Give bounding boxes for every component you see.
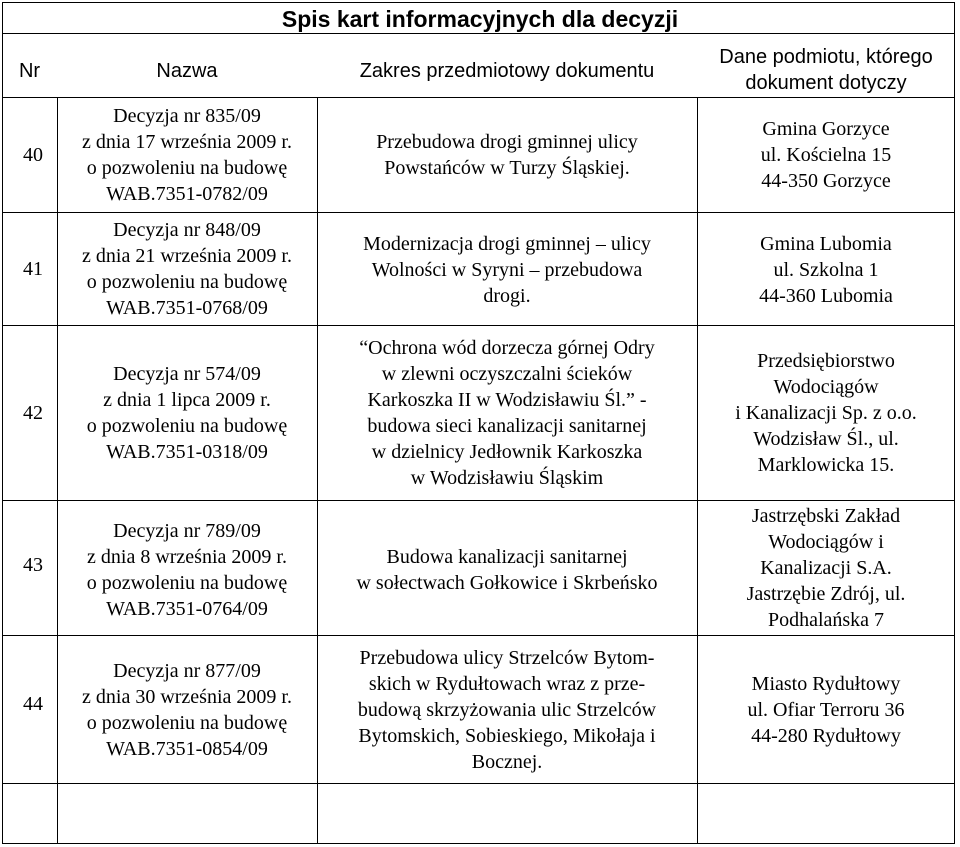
row-nazwa [57, 646, 317, 774]
zakres-line: budowa sieci kanalizacji sanitarnej [367, 415, 647, 437]
zakres-line: w Wodzisławiu Śląskim [410, 467, 604, 489]
dane-line: Jastrzębie Zdrój, ul. [746, 582, 906, 605]
zakres-line: Wolności w Syryni – przebudowa [371, 258, 643, 281]
row-zakres [317, 326, 697, 500]
row-number: 44 [23, 693, 43, 715]
dane-line: 44-280 Rydułtowy [751, 725, 901, 747]
zakres-line: skich w Rydułtowach wraz z prze- [368, 672, 646, 695]
zakres-line: Karkoszka II w Wodzisławiu Śl.” - [367, 389, 647, 411]
row-nazwa [57, 326, 317, 500]
row-dane [697, 98, 955, 212]
zakres-line: w zlewni oczyszczalni ścieków [381, 363, 633, 385]
nazwa-line: WAB.7351-0764/09 [106, 598, 268, 620]
dane-line: Marklowicka 15. [757, 454, 895, 476]
row-dane [697, 646, 955, 774]
row-nazwa [57, 98, 317, 212]
zakres-line: w dzielnicy Jedłownik Karkoszka [371, 441, 643, 463]
row-zakres [317, 98, 697, 212]
row-number: 42 [23, 402, 43, 424]
row-nazwa [57, 212, 317, 325]
zakres-line: Modernizacja drogi gminnej – ulicy [363, 232, 651, 255]
nazwa-line: WAB.7351-0768/09 [106, 296, 268, 319]
nazwa-line: z dnia 17 września 2009 r. [82, 131, 292, 153]
dane-line: Kanalizacji S.A. [760, 556, 892, 579]
header-nazwa: Nazwa [156, 60, 218, 82]
row-rule [2, 783, 955, 784]
nazwa-line: o pozwoleniu na budowę [86, 415, 288, 437]
dane-line: Gmina Gorzyce [762, 118, 890, 140]
zakres-line: Powstańców w Turzy Śląskiej. [384, 157, 630, 179]
nazwa-line: o pozwoleniu na budowę [86, 712, 288, 734]
zakres-line: drogi. [483, 284, 531, 307]
nazwa-line: WAB.7351-0318/09 [106, 441, 268, 463]
dane-line: Wodociągów [773, 376, 879, 398]
zakres-line: Bocznej. [471, 750, 543, 773]
row-zakres [317, 506, 697, 634]
row-number: 43 [23, 554, 43, 576]
dane-line: Wodociągów i [768, 530, 884, 553]
zakres-line: budową skrzyżowania ulic Strzelców [357, 698, 657, 721]
zakres-line: Budowa kanalizacji sanitarnej [386, 546, 628, 568]
row-dane [697, 218, 955, 321]
nazwa-line: o pozwoleniu na budowę [86, 157, 288, 179]
nazwa-line: WAB.7351-0854/09 [106, 738, 268, 760]
header-nr: Nr [18, 60, 41, 82]
page-title: Spis kart informacyjnych dla decyzji [281, 6, 679, 32]
nazwa-line: z dnia 1 lipca 2009 r. [103, 389, 271, 411]
row-dane [697, 500, 955, 635]
nazwa-line: o pozwoleniu na budowę [86, 572, 288, 594]
title-rule [2, 33, 955, 34]
zakres-line: w sołectwach Gołkowice i Skrbeńsko [356, 572, 658, 594]
header-zakres: Zakres przedmiotowy dokumentu [359, 60, 655, 82]
zakres-line: “Ochrona wód dorzecza górnej Odry [359, 337, 655, 359]
row-nazwa [57, 506, 317, 634]
dane-line: Gmina Lubomia [760, 232, 892, 255]
dane-line: Jastrzębski Zakład [751, 504, 901, 527]
dane-line: ul. Ofiar Terroru 36 [747, 699, 905, 721]
nazwa-line: z dnia 21 września 2009 r. [82, 244, 292, 267]
zakres-line: Bytomskich, Sobieskiego, Mikołaja i [358, 724, 656, 747]
header-dane: Dane podmiotu, którego dokument dotyczy [719, 46, 933, 94]
dane-line: Podhalańska 7 [767, 608, 885, 631]
dane-line: Wodzisław Śl., ul. [753, 428, 899, 450]
nazwa-line: z dnia 30 września 2009 r. [82, 686, 292, 708]
nazwa-line: Decyzja nr 848/09 [113, 218, 261, 241]
row-number: 40 [23, 144, 43, 166]
row-number: 41 [23, 258, 43, 280]
nazwa-line: z dnia 8 września 2009 r. [87, 546, 287, 568]
dane-line: i Kanalizacji Sp. z o.o. [735, 402, 917, 424]
nazwa-line: o pozwoleniu na budowę [86, 270, 288, 293]
nazwa-line: Decyzja nr 789/09 [113, 520, 261, 542]
dane-line: 44-360 Lubomia [759, 284, 893, 307]
nazwa-line: Decyzja nr 835/09 [113, 105, 261, 127]
nazwa-line: Decyzja nr 877/09 [113, 660, 261, 682]
dane-line: Miasto Rydułtowy [751, 673, 901, 695]
nazwa-line: Decyzja nr 574/09 [113, 363, 261, 385]
zakres-line: Przebudowa drogi gminnej ulicy [376, 131, 638, 153]
zakres-line: Przebudowa ulicy Strzelców Bytom- [359, 646, 655, 669]
dane-line: 44-350 Gorzyce [761, 170, 891, 192]
nazwa-line: WAB.7351-0782/09 [106, 183, 268, 205]
dane-line: ul. Kościelna 15 [760, 144, 892, 166]
row-dane [697, 326, 955, 500]
dane-line: ul. Szkolna 1 [773, 258, 879, 281]
row-zakres [317, 218, 697, 321]
row-zakres [317, 636, 697, 783]
dane-line: Przedsiębiorstwo [757, 350, 895, 372]
